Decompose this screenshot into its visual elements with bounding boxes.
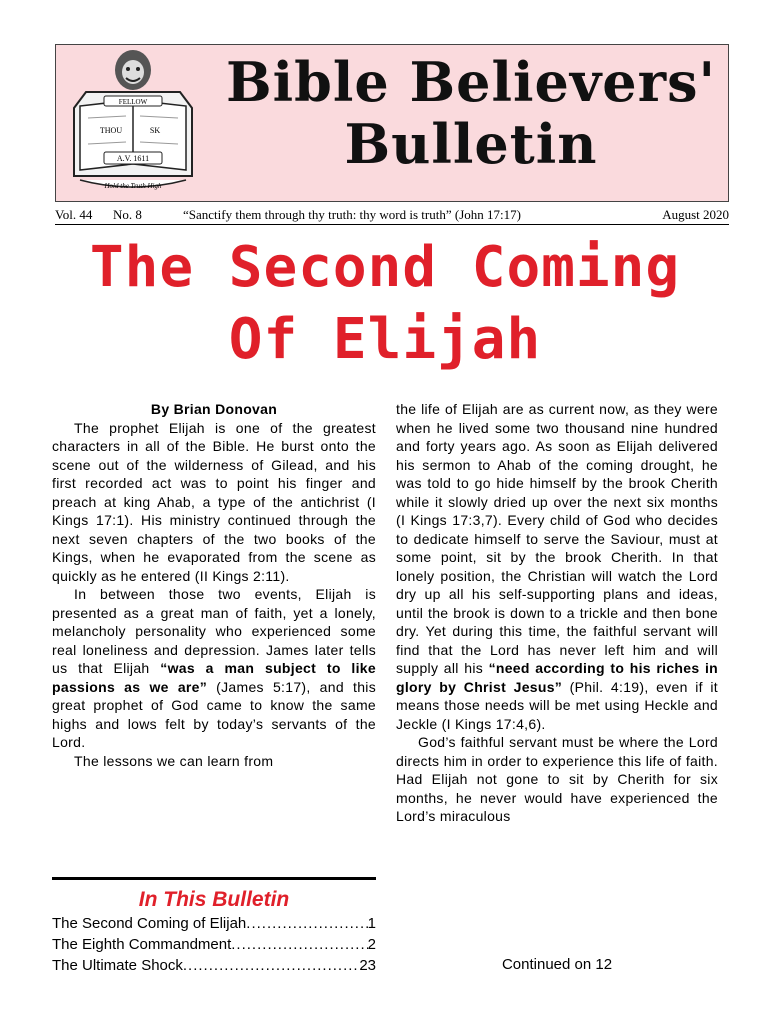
- paragraph-text: the life of Elijah are as current now, as they were when he lived some two thousand nine hundred and forty years ago. As soon as Elijah delivered his sermon to Ahab of the coming drought, he was told to go hide himself by the brook Cherith while it slowly dried up over the next six months (I Kings 17:3,7). Every child of God who decides to dedicate himself to serve the Saviour, must at some point, sit by the brook Cherith. In that lonely position, the Christian will watch the Lord dry up all his self-supporting plans and ideas, until the brook is down to a trickle and then bone dry. Yet during this time, the faithful servant will find that the Lord has never left him and will supply all his: [396, 401, 718, 676]
- article-paragraph: The lessons we can learn from: [74, 752, 274, 769]
- masthead-title-line1: Bible Believers': [225, 50, 717, 114]
- issue-info-bar: [55, 205, 729, 225]
- seal-text-1: FELLOW: [118, 98, 148, 106]
- contents-item-page: 23: [359, 957, 376, 974]
- motto: “Sanctify them through thy truth: thy word is truth” (John 17:17): [183, 207, 521, 222]
- article-paragraph: God’s faithful servant must be where the Lord directs him in order to experience this life of faith. Had Elijah not gone to sit by Cherith for six months, he never would have experienced the Lord’s miraculous: [396, 734, 718, 824]
- contents-item[interactable]: [52, 934, 376, 955]
- contents-list: [52, 913, 376, 976]
- seal-text-5: Hold the Truth High: [104, 182, 162, 190]
- leader-dots: [183, 955, 359, 976]
- leader-dots: [246, 913, 367, 934]
- headline: [30, 232, 740, 376]
- seal-text-4: A.V. 1611: [116, 154, 150, 163]
- leader-dots: [231, 934, 367, 955]
- contents-item[interactable]: [52, 913, 376, 934]
- masthead: [55, 44, 729, 202]
- contents-item-title: The Second Coming of Elijah: [52, 915, 247, 932]
- headline-line2: Of Elijah: [228, 307, 542, 372]
- seal-text-3: SK: [149, 126, 161, 135]
- contents-item[interactable]: [52, 955, 376, 976]
- article-column-1: [52, 400, 376, 770]
- article-paragraph: [52, 585, 376, 752]
- byline: By Brian Donovan: [150, 401, 278, 417]
- paragraph-text: In between those two events, Elijah is presented as a great man of faith, yet a lonely, melancholy personality who experienced some real loneliness and depression. James later tells us that Elijah: [52, 586, 376, 676]
- contents-item-title: The Ultimate Shock: [52, 957, 183, 974]
- article-paragraph: [396, 400, 718, 733]
- contents-item-title: The Eighth Commandment: [52, 936, 232, 953]
- scripture-quote: “was a man subject to like passions as we are”: [52, 660, 376, 695]
- scripture-quote: “need according to his riches in glory by Christ Jesus”: [396, 660, 718, 695]
- issue-date: August 2020: [662, 207, 729, 222]
- paragraph-text: (Phil. 4:19), even if it means those needs will be met using Heckle and Jeckle (I Kings 17:4,6).: [396, 678, 718, 732]
- article-column-2: [396, 400, 718, 826]
- paragraph-text: (James 5:17), and this great prophet of God came to know the same highs and lows felt by today’s servants of the Lord.: [52, 678, 376, 750]
- masthead-title: [221, 51, 721, 175]
- lion-bible-seal-icon: [66, 48, 200, 198]
- contents-item-page: 2: [367, 936, 376, 953]
- article-paragraph: The prophet Elijah is one of the greatest characters in all of the Bible. He burst onto the scene out of the wilderness of Gilead, and his first recorded act was to point his finger and preach at king Ahab, a type of the antichrist (I Kings 17:1). His ministry continued through the next seven chapters of the two books of the Kings, when he evaporated from the scene as quickly as he entered (II Kings 2:11).: [52, 419, 376, 584]
- contents-divider: [52, 877, 376, 880]
- continued-note[interactable]: Continued on 12: [501, 956, 613, 973]
- seal-text-2: THOU: [99, 126, 123, 135]
- headline-line1: The Second Coming: [89, 235, 681, 300]
- issue-number: No. 8: [113, 207, 142, 222]
- contents-item-page: 1: [367, 915, 376, 932]
- contents-title: In This Bulletin: [138, 888, 290, 911]
- masthead-title-line2: Bulletin: [344, 112, 598, 176]
- volume: Vol. 44: [55, 207, 93, 222]
